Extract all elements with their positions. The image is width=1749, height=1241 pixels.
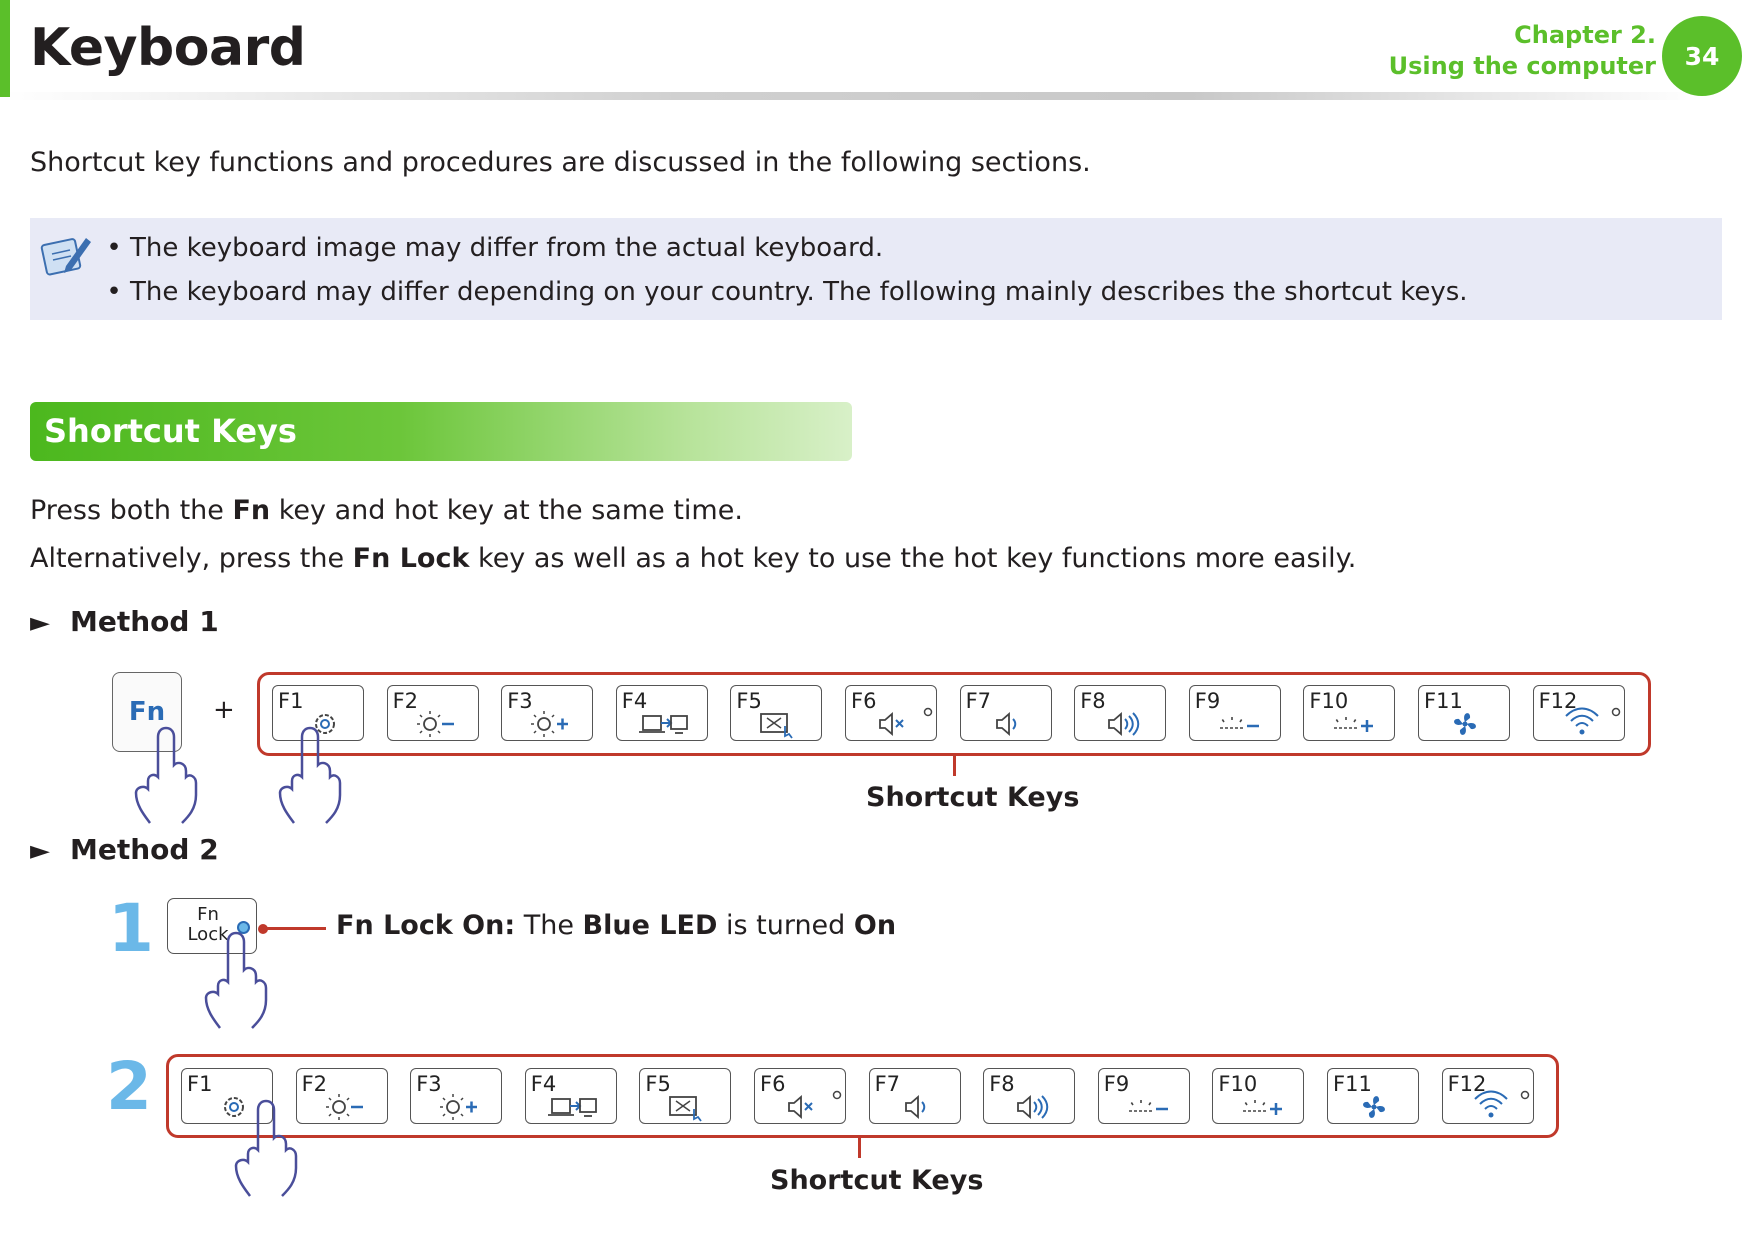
caption-connector	[858, 1138, 861, 1158]
callout-line	[266, 927, 326, 930]
mute-icon	[755, 1069, 847, 1125]
brightness-down-icon	[297, 1069, 389, 1125]
function-key-label: F2	[301, 1072, 328, 1096]
note-pencil-icon	[40, 230, 92, 282]
caption-connector	[953, 756, 956, 776]
header-divider	[0, 92, 1700, 100]
function-key-f12	[1533, 685, 1625, 741]
function-key-f3	[501, 685, 593, 741]
brightness-down-icon	[388, 686, 480, 742]
touchpad-toggle-icon	[731, 686, 823, 742]
function-key-f6	[845, 685, 937, 741]
function-key-label: F11	[1333, 1072, 1372, 1096]
function-key-f2	[387, 685, 479, 741]
fn-lock-key: Fn Lock	[167, 898, 257, 954]
function-key-label: F10	[1218, 1072, 1258, 1096]
fan-icon	[1419, 686, 1511, 742]
function-key-f10	[1303, 685, 1395, 741]
display-switch-icon	[526, 1069, 618, 1125]
shortcut-keys-caption: Shortcut Keys	[866, 782, 1080, 813]
function-key-f5	[639, 1068, 731, 1124]
note-item: • The keyboard image may differ from the actual keyboard.	[106, 233, 884, 263]
mute-icon	[846, 686, 938, 742]
function-key-label: F6	[851, 689, 877, 713]
note-item-text: The keyboard image may differ from the actual keyboard.	[130, 233, 884, 263]
shortcut-keys-caption: Shortcut Keys	[770, 1165, 984, 1196]
plus-sign: +	[213, 695, 235, 725]
fn-lock-term: Fn Lock	[352, 543, 470, 574]
function-key-f7	[869, 1068, 961, 1124]
brightness-up-icon	[502, 686, 594, 742]
display-switch-icon	[617, 686, 709, 742]
function-key-f5	[730, 685, 822, 741]
triangle-arrow-icon: ►	[30, 836, 50, 866]
function-key-f8	[983, 1068, 1075, 1124]
function-key-label: F11	[1424, 689, 1463, 713]
volume-down-icon	[961, 686, 1053, 742]
function-key-f11	[1418, 685, 1510, 741]
chapter-number: Chapter 2.	[1514, 21, 1656, 49]
function-key-label: F4	[530, 1072, 557, 1096]
method-1-heading: ► Method 1	[30, 605, 219, 638]
function-key-f7	[960, 685, 1052, 741]
pointing-hand-icon	[272, 725, 342, 825]
alternative-paragraph: Alternatively, press the Fn Lock key as well as a hot key to use the hot key functions more easily.	[30, 543, 1357, 574]
keyboard-backlight-down-icon	[1099, 1069, 1191, 1125]
step-number: 1	[108, 890, 154, 967]
pointing-hand-icon	[198, 930, 268, 1030]
function-key-f11	[1327, 1068, 1419, 1124]
page-number-badge: 34	[1662, 16, 1742, 96]
volume-up-icon	[984, 1069, 1076, 1125]
function-key-label: F8	[1080, 689, 1106, 713]
keyboard-backlight-down-icon	[1190, 686, 1282, 742]
function-key-f4	[616, 685, 708, 741]
note-item-text: The keyboard may differ depending on your country. The following mainly describes the shortcut keys.	[130, 277, 1468, 307]
function-key-f3	[410, 1068, 502, 1124]
keyboard-backlight-up-icon	[1213, 1069, 1305, 1125]
function-key-label: F8	[989, 1072, 1015, 1096]
step-number: 2	[106, 1048, 152, 1125]
function-key-f4	[525, 1068, 617, 1124]
function-key-label: F10	[1309, 689, 1349, 713]
fn-term: Fn	[232, 495, 271, 526]
function-key-f9	[1189, 685, 1281, 741]
function-key-label: F1	[187, 1072, 213, 1096]
intro-text: Shortcut key functions and procedures are discussed in the following sections.	[30, 147, 1091, 178]
header-accent-bar	[0, 0, 10, 97]
volume-up-icon	[1075, 686, 1167, 742]
wireless-icon	[1443, 1069, 1535, 1125]
instruction-paragraph: Press both the Fn key and hot key at the same time.	[30, 495, 743, 526]
function-key-label: F5	[645, 1072, 671, 1096]
function-key-label: F12	[1538, 689, 1578, 713]
note-item: • The keyboard may differ depending on your country. The following mainly describes the shortcut keys.	[106, 277, 1468, 307]
triangle-arrow-icon: ►	[30, 608, 50, 638]
section-title: Shortcut Keys	[44, 412, 297, 450]
touchpad-toggle-icon	[640, 1069, 732, 1125]
function-key-f2	[296, 1068, 388, 1124]
function-key-label: F9	[1103, 1072, 1130, 1096]
pointing-hand-icon	[228, 1098, 298, 1198]
function-key-f10	[1212, 1068, 1304, 1124]
function-key-label: F5	[736, 689, 762, 713]
keyboard-backlight-up-icon	[1304, 686, 1396, 742]
function-key-label: F3	[416, 1072, 442, 1096]
page-title: Keyboard	[30, 18, 306, 78]
function-key-label: F6	[760, 1072, 786, 1096]
fan-icon	[1328, 1069, 1420, 1125]
pointing-hand-icon	[128, 725, 198, 825]
volume-down-icon	[870, 1069, 962, 1125]
function-key-f12	[1442, 1068, 1534, 1124]
method-2-heading: ► Method 2	[30, 833, 219, 866]
function-key-label: F3	[507, 689, 533, 713]
brightness-up-icon	[411, 1069, 503, 1125]
function-key-label: F7	[965, 689, 992, 713]
chapter-title: Using the computer	[1388, 52, 1656, 80]
fn-lock-on-description: Fn Lock On: The Blue LED is turned On	[336, 910, 897, 941]
function-key-label: F2	[392, 689, 419, 713]
function-key-label: F1	[278, 689, 304, 713]
chapter-label	[1389, 20, 1656, 82]
function-key-label: F4	[621, 689, 648, 713]
wireless-icon	[1534, 686, 1626, 742]
function-key-label: F12	[1447, 1072, 1487, 1096]
function-key-f9	[1098, 1068, 1190, 1124]
function-key-label: F7	[874, 1072, 901, 1096]
function-key-f6	[754, 1068, 846, 1124]
fn-key: Fn	[112, 672, 182, 752]
function-key-f8	[1074, 685, 1166, 741]
function-key-label: F9	[1194, 689, 1221, 713]
